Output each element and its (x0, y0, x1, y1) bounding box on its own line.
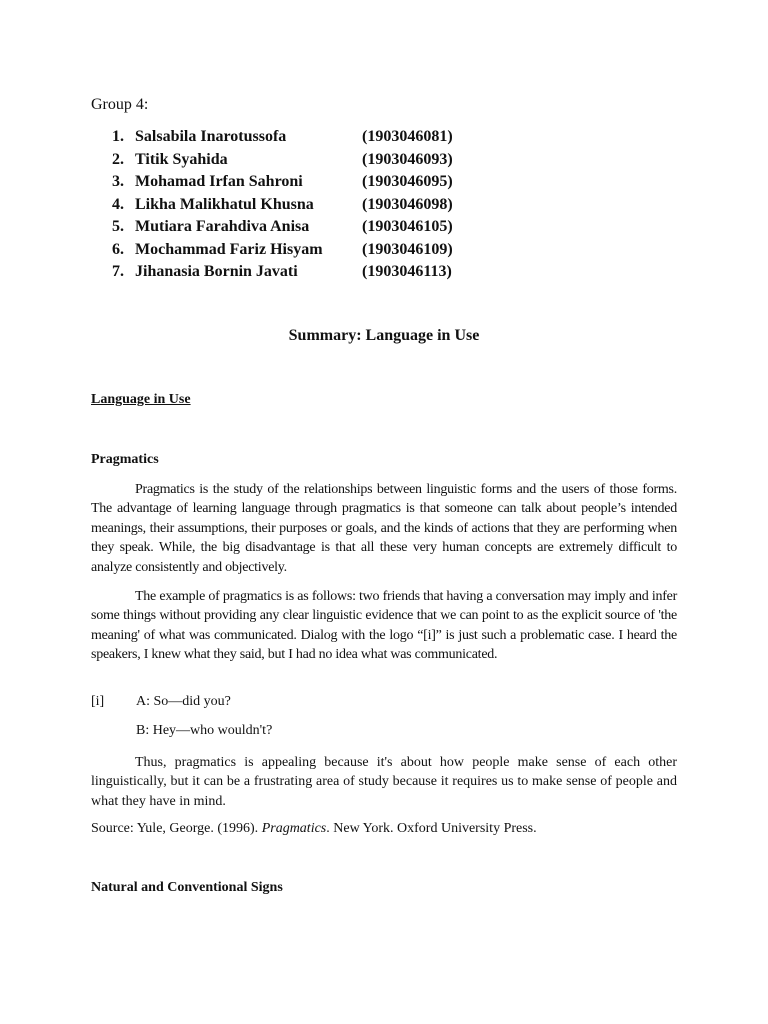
dialog-tag: [i] (91, 694, 105, 709)
member-id: (1903046081) (362, 128, 453, 145)
member-id: (1903046095) (362, 173, 453, 190)
member-id: (1903046093) (362, 150, 453, 168)
section-heading: Language in Use (91, 392, 191, 407)
paragraph-definition: Pragmatics is the study of the relationships between linguistic forms and the users of those forms. The advantage of learning language through pragmatics is that someone can talk about people’s intended meanings, their assumptions, their purposes or goals, and the kinds of actions that they are performing when they speak. While, the big disadvantage is that all these very human concepts are extremely difficult to analyze consistently and objectively. (91, 482, 677, 575)
member-name: Mutiara Farahdiva Anisa (135, 218, 310, 235)
dialog-line-b: B: Hey—who wouldn't? (136, 723, 273, 738)
member-list (112, 126, 453, 284)
dialog-a-text: A: So—did you? (136, 694, 231, 709)
member-number: 5. (112, 218, 124, 235)
source-citation (91, 821, 537, 837)
member-number: 7. (112, 263, 124, 280)
member-name: Mohamad Irfan Sahroni (135, 173, 303, 190)
member-name: Mochammad Fariz Hisyam (135, 240, 323, 258)
member-number: 2. (112, 150, 124, 168)
paragraph-example: The example of pragmatics is as follows: two friends that having a conversation may imply and infer some things without providing any clear linguistic evidence that we can point to as the explicit source of 'the meaning' of what was communicated. Dialog with the logo “[i]” is just such a problematic case. I heard the speakers, I knew what they said, but I had no idea what was communicated. (91, 589, 677, 663)
member-name: Salsabila Inarotussofa (135, 128, 287, 145)
source-prefix: Source: Yule, George. (1996). (91, 821, 262, 836)
natural-signs-heading: Natural and Conventional Signs (91, 880, 283, 895)
paragraph-conclusion: Thus, pragmatics is appealing because it's about how people make sense of each other linguistically, but it can be a frustrating area of study because it requires us to make sense of people and what they have in mind. (91, 755, 677, 809)
member-name: Likha Malikhatul Khusna (135, 195, 314, 213)
member-item (112, 149, 453, 172)
member-number: 3. (112, 173, 124, 190)
member-name: Titik Syahida (135, 150, 228, 168)
document-title: Summary: Language in Use (288, 327, 480, 344)
member-id: (1903046109) (362, 240, 453, 258)
member-number: 6. (112, 240, 124, 258)
dialog-line-a (91, 694, 231, 710)
member-number: 1. (112, 128, 124, 145)
member-number: 4. (112, 195, 124, 213)
pragmatics-heading: Pragmatics (91, 452, 159, 467)
member-item (112, 194, 453, 217)
member-item (112, 126, 453, 149)
member-item (112, 239, 453, 262)
source-suffix: . New York. Oxford University Press. (326, 821, 537, 836)
member-id: (1903046105) (362, 218, 453, 235)
member-item (112, 216, 453, 239)
member-item (112, 171, 453, 194)
member-id: (1903046098) (362, 195, 453, 213)
source-title: Pragmatics (261, 821, 327, 836)
group-title: Group 4: (91, 96, 149, 113)
member-id: (1903046113) (362, 263, 452, 280)
member-item (112, 261, 453, 284)
member-name: Jihanasia Bornin Javati (135, 263, 298, 280)
